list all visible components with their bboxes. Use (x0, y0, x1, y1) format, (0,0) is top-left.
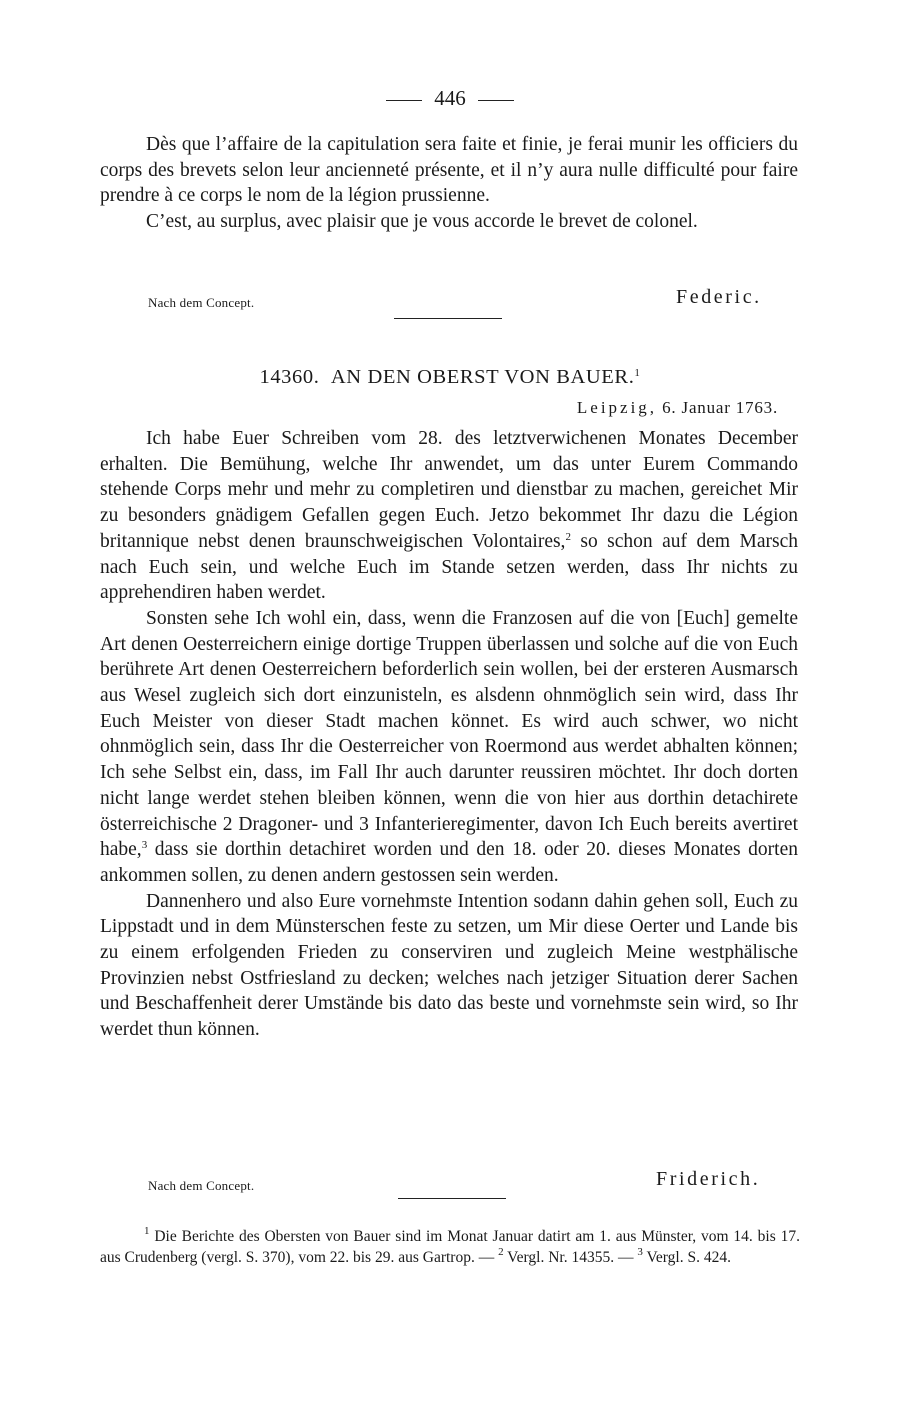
footnote-number: 3 (637, 1246, 643, 1258)
paragraph-text: dass sie dorthin detachiret worden und den 18. oder 20. dieses Monates dorten ankommen sollen, zu denen andern gestossen sein werden. (100, 839, 798, 886)
page-number-dash-right (478, 100, 514, 101)
letter-title: AN DEN OBERST VON BAUER. (330, 366, 635, 388)
previous-letter-paragraph: Dès que l’affaire de la capitulation sera faite et finie, je ferai munir les officiers du corps des brevets selon leur ancienneté présente, et il n’y aura nulle difficulté pour faire prendre à ce corps le nom de la légion prussienne. (100, 134, 798, 207)
letter-paragraph: Dannenhero und also Eure vornehmste Intention sodann dahin gehen soll, Euch zu Lippstadt und in dem Münsterschen feste zu setzen, um Mir diese Oerter und Lande bis zu einem erfolgenden Frieden zu conserviren und zugleich Meine westphälische Provinzien nebst Ostfriesland zu decken; welches nach jetziger Situation derer Sachen und Beschaffenheit derer Umstände bis dato das beste und vornehmste sein wird, so Ihr werdet thun können. (100, 890, 798, 1041)
letter-heading (0, 366, 900, 389)
footnote-marker: 1 (634, 367, 641, 379)
footnote-body: Vergl. Nr. 14355. — (503, 1249, 638, 1266)
previous-letter-source-note: Nach dem Concept. (148, 295, 255, 310)
previous-letter-signature: Federic. (676, 286, 762, 308)
footnote-marker: 2 (565, 530, 571, 543)
footnote-number: 2 (498, 1246, 504, 1258)
paragraph-text: Sonsten sehe Ich wohl ein, dass, wenn die Franzosen auf die von [Euch] gemelte Art denen Oesterreichern einige dortige Truppen überlassen und solche auf die von Euch berührete Art denen Oesterreichern beforderlich sein wollen, bei der ersteren Ausmarsch aus Wesel zugleich sich dort einzunisteln, es alsdenn ohnmöglich sein wird, dass Ihr Euch Meister von dieser Stadt machen könnet. Es wird auch schwer, wo nicht ohnmöglich sein, dass Ihr die Oesterreicher von Roermond aus werdet abhalten können; Ich sehe Selbst ein, dass, im Fall Ihr auch darunter reussiren möchtet. Ihr doch dorten nicht lange werdet stehen bleiben können, wenn die von hier aus dorthin detachirete österreichische 2 Dragoner- und 3 Infanterieregimenter, davon Ich Euch bereits avertiret habe, (100, 607, 798, 861)
letter-number: 14360. (259, 366, 320, 388)
page-number (0, 86, 900, 111)
footnote-number: 1 (144, 1225, 150, 1237)
previous-letter-paragraph: C’est, au surplus, avec plaisir que je vous accorde le brevet de colonel. (146, 211, 698, 233)
page-number-dash-left (386, 100, 422, 101)
footnote-marker: 3 (141, 839, 148, 852)
section-divider (394, 318, 502, 319)
footnotes (100, 1226, 800, 1268)
previous-letter-body (100, 132, 798, 235)
paragraph-text: so schon auf dem Marsch nach Euch sein, und welche Euch im Stande setzen werden, dass Ihr nichts zu apprehendiren haben werdet. (100, 530, 798, 604)
letter-signature: Friderich. (656, 1168, 761, 1190)
letter-source-note: Nach dem Concept. (148, 1178, 255, 1193)
letter-dateline (577, 398, 778, 418)
letter-place: Leipzig, (576, 398, 658, 417)
footnote-text (100, 1226, 800, 1268)
letter-body (100, 426, 798, 1043)
footnote-divider (398, 1198, 506, 1199)
footnote-body: Vergl. S. 424. (642, 1249, 731, 1266)
letter-paragraph (100, 426, 798, 606)
page-number-text: 446 (434, 86, 466, 110)
paragraph-text: Ich habe Euer Schreiben vom 28. des letztverwichenen Monates December erhalten. Die Bemühung, welche Ihr anwendet, um das unter Eurem Commando stehende Corps mehr und mehr zu completiren und dienstbar zu machen, gereichet Mir zu besonders gnädigem Gefallen gegen Euch. Jetzo bekommet Ihr dazu die Légion britannique nebst denen braunschweigischen Volontaires, (100, 428, 798, 552)
letter-paragraph (100, 606, 798, 889)
letter-date: 6. Januar 1763. (662, 398, 778, 417)
footnote-body: Die Berichte des Obersten von Bauer sind im Monat Januar datirt am 1. aus Münster, vom 14. bis 17. aus Crudenberg (vergl. S. 370), vom 22. bis 29. aus Gartrop. — (100, 1228, 800, 1266)
